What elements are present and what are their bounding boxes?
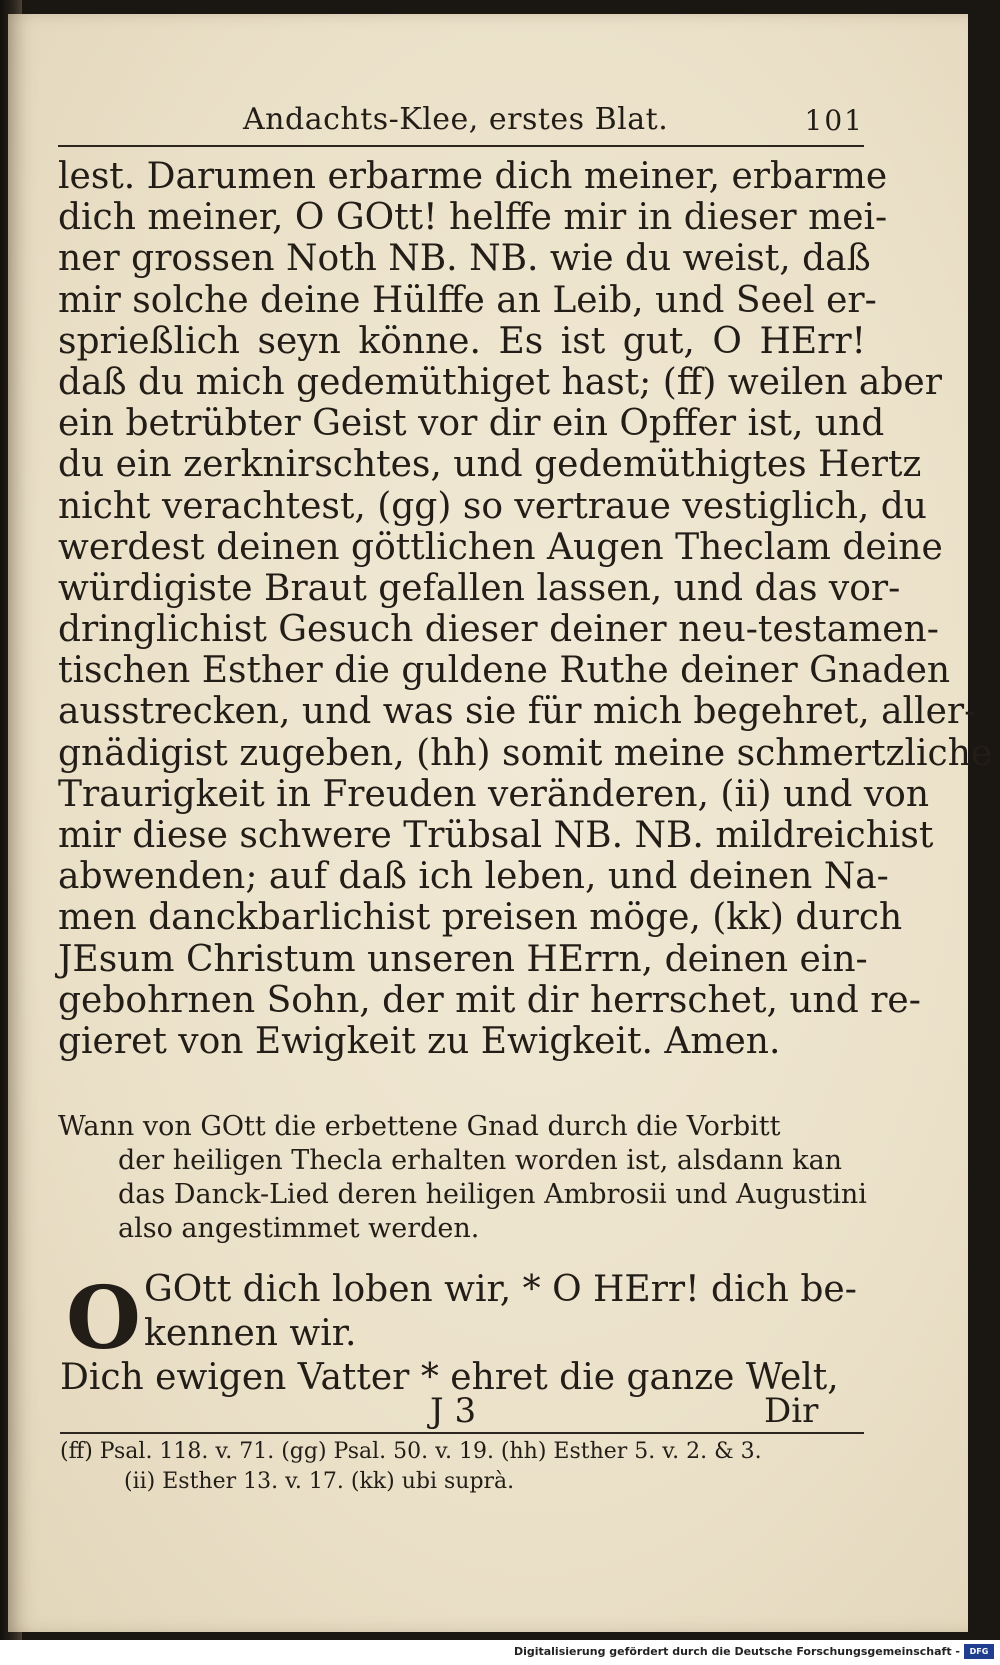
rubric-line: Wann von GOtt die erbettene Gnad durch die Vorbitt: [58, 1111, 781, 1142]
rubric-instruction: [58, 1110, 866, 1246]
hymn-line: Dich ewigen Vatter * ehret die ganze Welt,: [60, 1357, 839, 1398]
text-line: würdigiste Braut gefallen lassen, und das vor-: [58, 567, 901, 609]
digitization-footer: [0, 1640, 1000, 1665]
footnote-line: (ff) Psal. 118. v. 71. (gg) Psal. 50. v. 19. (hh) Esther 5. v. 2. & 3.: [60, 1439, 762, 1464]
text-line: dringlichist Gesuch dieser deiner neu-testamen-: [58, 609, 939, 651]
text-line: mir diese schwere Trübsal NB. NB. mildreichist: [58, 815, 934, 856]
text-line: men danckbarlichist preisen möge, (kk) durch: [58, 897, 903, 939]
text-line: sprießlich seyn könne. Es ist gut, O HErr!: [58, 320, 866, 362]
page-number: 101: [804, 104, 864, 137]
drop-cap: O: [66, 1268, 141, 1369]
rubric-line: das Danck-Lied deren heiligen Ambrosii und Augustini: [118, 1179, 867, 1210]
text-line: dich meiner, O GOtt! helffe mir in dieser mei-: [58, 197, 888, 239]
text-line: ner grossen Noth NB. NB. wie du weist, daß: [58, 238, 871, 280]
digitization-credit: Digitalisierung gefördert durch die Deutsche Forschungsgemeinschaft -: [513, 1645, 960, 1658]
hymn-line: GOtt dich loben wir, * O HErr! dich be-: [144, 1269, 857, 1310]
header-rule: [58, 145, 864, 147]
text-line: JEsum Christum unseren HErrn, deinen ein-: [58, 938, 868, 980]
text-line: tischen Esther die guldene Ruthe deiner Gnaden: [58, 650, 951, 692]
text-line: ein betrübter Geist vor dir ein Opffer ist, und: [58, 403, 885, 445]
running-head: [58, 102, 864, 142]
text-line: werdest deinen göttlichen Augen Theclam deine: [58, 526, 943, 568]
rubric-line: also angestimmet werden.: [118, 1213, 480, 1244]
footnote-line: (ii) Esther 13. v. 17. (kk) ubi suprà.: [124, 1469, 515, 1494]
footnote-rule: [60, 1432, 864, 1434]
text-line: gieret von Ewigkeit zu Ewigkeit. Amen.: [58, 1020, 781, 1062]
rubric-line: der heiligen Thecla erhalten worden ist, alsdann kan: [118, 1145, 843, 1176]
book-page: [8, 14, 993, 1632]
text-line: du ein zerknirschtes, und gedemüthigtes Hertz: [58, 444, 922, 486]
text-line: ausstrecken, und was sie für mich begehret, aller-: [58, 691, 977, 733]
text-line: gebohrnen Sohn, der mit dir herrschet, und re-: [58, 979, 921, 1021]
text-line: Traurigkeit in Freuden veränderen, (ii) und von: [58, 773, 930, 815]
hymn-line: kennen wir.: [144, 1313, 357, 1354]
dfg-logo: DFG: [964, 1644, 994, 1659]
text-line: gnädigist zugeben, (hh) somit meine schmertzliche: [58, 732, 993, 774]
text-line: lest. Darumen erbarme dich meiner, erbarme: [58, 156, 888, 197]
footnotes: [60, 1437, 868, 1497]
te-deum-hymn: [58, 1268, 866, 1400]
prayer-text: [58, 156, 993, 1062]
text-line: nicht verachtest, (gg) so vertraue vestiglich, du: [58, 485, 927, 527]
text-line: daß du mich gedemüthiget hast; (ff) weilen aber: [58, 361, 942, 403]
catchword: Dir: [764, 1391, 819, 1431]
signature-mark: J 3: [430, 1391, 477, 1431]
running-head-title: Andachts-Klee, erstes Blat.: [243, 102, 669, 137]
text-line: mir solche deine Hülffe an Leib, und Seel er-: [58, 279, 877, 321]
text-line: abwenden; auf daß ich leben, und deinen Na-: [58, 856, 889, 898]
